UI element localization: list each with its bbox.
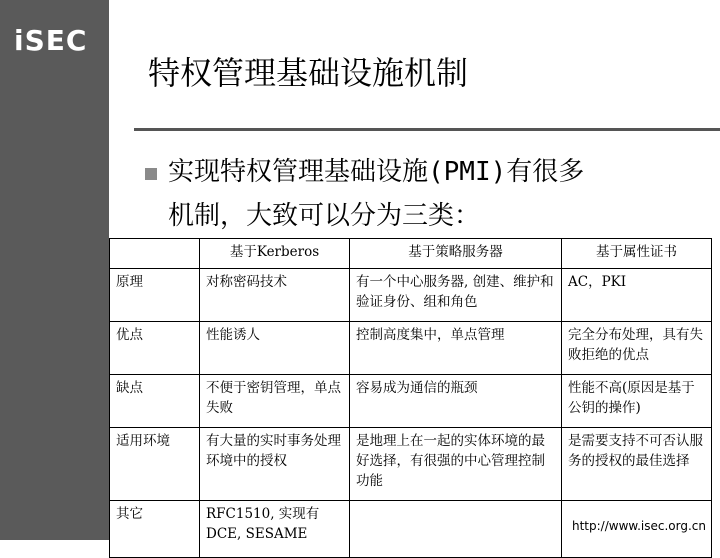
table-cell: 对称密码技术	[200, 269, 350, 322]
bullet-line-1: 实现特权管理基础设施(PMI)有很多	[168, 157, 585, 187]
header-cell: 基于Kerberos	[200, 239, 350, 269]
table-cell	[350, 501, 562, 558]
header-cell: 基于属性证书	[562, 239, 712, 269]
table-header-row	[110, 239, 712, 269]
table-cell: 控制高度集中，单点管理	[350, 322, 562, 375]
table-row	[110, 428, 712, 501]
sidebar-band	[0, 0, 109, 540]
comparison-table	[109, 238, 712, 558]
header-cell: 基于策略服务器	[350, 239, 562, 269]
table-cell: 是需要支持不可否认服务的授权的最佳选择	[562, 428, 712, 501]
footer-url: http://www.isec.org.cn	[572, 519, 706, 533]
bullet-text	[168, 150, 688, 238]
table-cell: 性能不高(原因是基于公钥的操作)	[562, 375, 712, 428]
bullet-line-2: 机制，大致可以分为三类：	[168, 201, 481, 231]
table-cell: 有一个中心服务器, 创建、维护和验证身份、组和角色	[350, 269, 562, 322]
table-cell: AC，PKI	[562, 269, 712, 322]
row-label: 原理	[110, 269, 200, 322]
table-cell: 不便于密钥管理，单点失败	[200, 375, 350, 428]
table-cell: 有大量的实时事务处理环境中的授权	[200, 428, 350, 501]
slide-title: 特权管理基础设施机制	[148, 54, 469, 92]
table-row	[110, 375, 712, 428]
table-row	[110, 322, 712, 375]
header-cell	[110, 239, 200, 269]
row-label: 缺点	[110, 375, 200, 428]
table-cell: 完全分布处理，具有失败拒绝的优点	[562, 322, 712, 375]
row-label: 适用环境	[110, 428, 200, 501]
table-cell: 容易成为通信的瓶颈	[350, 375, 562, 428]
table-cell: 是地理上在一起的实体环境的最好选择，有很强的中心管理控制功能	[350, 428, 562, 501]
isec-logo: iSEC	[14, 24, 88, 57]
table-cell: 性能诱人	[200, 322, 350, 375]
row-label: 其它	[110, 501, 200, 558]
bullet-square-icon	[145, 168, 157, 180]
row-label: 优点	[110, 322, 200, 375]
title-rule	[134, 128, 720, 131]
table-cell: RFC1510, 实现有DCE, SESAME	[200, 501, 350, 558]
table-row	[110, 269, 712, 322]
